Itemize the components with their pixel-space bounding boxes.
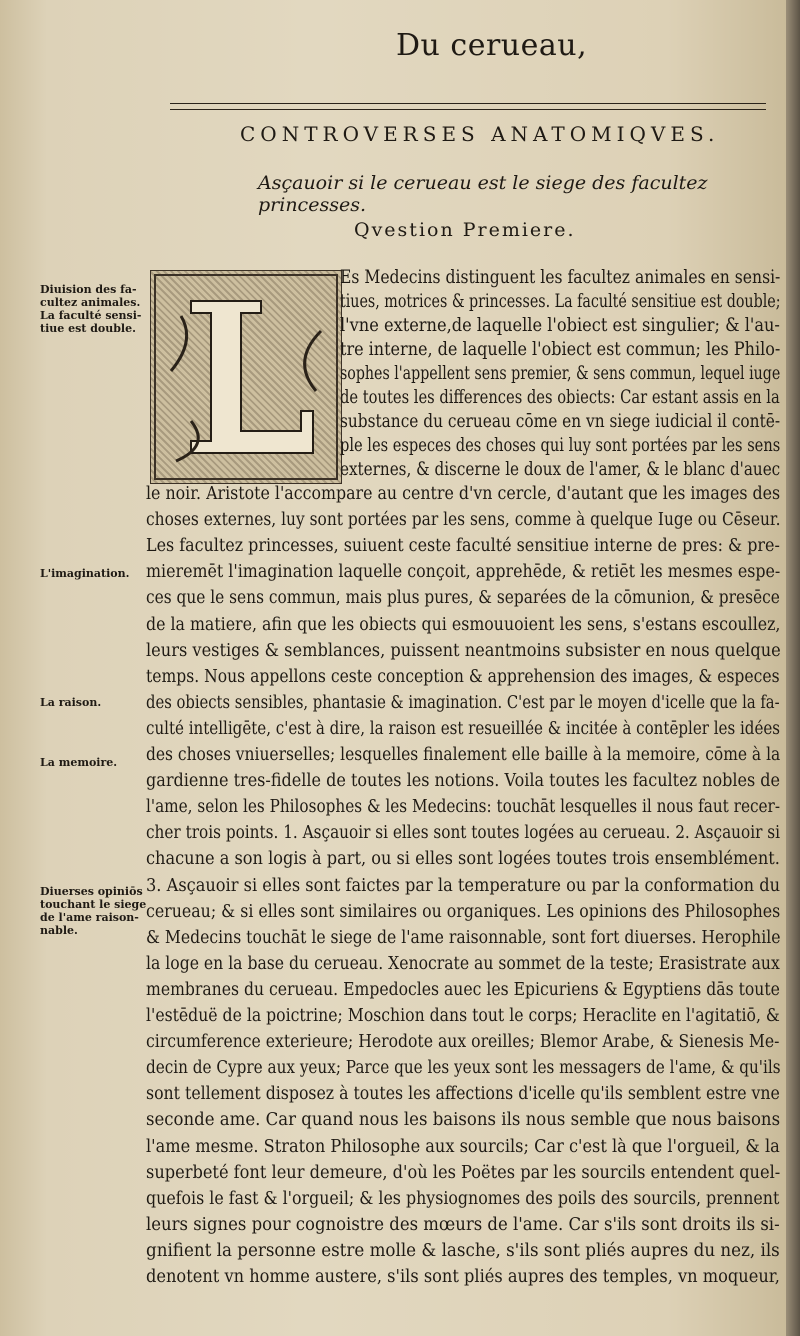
body-line: gardienne tres-fidelle de toutes les notions. Voila toutes les facultez nobles de — [146, 771, 781, 792]
body-line: circumference exterieure; Herodote aux oreilles; Blemor Arabe, & Sienesis Me- — [146, 1032, 780, 1053]
book-spine-edge — [786, 0, 800, 1336]
body-line: tre interne, de laquelle l'obiect est commun; les Philo- — [340, 339, 781, 360]
margin-note: La memoire. — [40, 756, 118, 769]
body-line: le noir. Aristote l'accompare au centre d'vn cercle, d'autant que les images des — [146, 484, 781, 504]
body-line: ple les especes des choses qui luy sont portées par les sens — [340, 435, 781, 456]
body-line: ces que le sens commun, mais plus pures, & separées de la cōmunion, & presēce — [146, 588, 780, 609]
body-line: culté intelligēte, c'est à dire, la raison est resueillée & incitée à contēpler les idées — [146, 718, 781, 739]
body-line: & Medecins touchāt le siege de l'ame raisonnable, sont fort diuerses. Herophile — [146, 927, 781, 948]
margin-note: Diuision des fa- cultez animales. La faculté sensi- tiue est double. — [40, 283, 142, 335]
body-line: l'ame, selon les Philosophes & les Medecins: touchāt lesquelles il nous faut recer- — [146, 797, 781, 818]
header-rule-thin — [170, 109, 766, 110]
margin-note: La raison. — [40, 696, 102, 709]
section-title: CONTROVERSES ANATOMIQVES. — [240, 122, 720, 146]
drop-cap-letter-l-icon — [151, 271, 341, 483]
body-line: membranes du cerueau. Empedocles auec les Epicuriens & Egyptiens dās toute — [146, 979, 780, 1000]
body-line: externes, & discerne le doux de l'amer, & le blanc d'auec — [340, 459, 781, 480]
body-line: seconde ame. Car quand nous les baisons ils nous semble que nous baisons — [146, 1110, 781, 1131]
body-line: l'vne externe,de laquelle l'obiect est singulier; & l'au- — [340, 315, 780, 336]
body-line: l'ame mesme. Straton Philosophe aux sourcils; Car c'est là que l'orgueil, & la — [146, 1136, 780, 1157]
body-line: Es Medecins distinguent les facultez animales en sensi- — [340, 267, 781, 288]
body-line: chacune a son logis à part, ou si elles sont logées toutes trois ensemblément. — [146, 849, 780, 870]
body-line: sont tellement disposez à toutes les affections d'icelle qu'ils semblent estre vne — [146, 1084, 780, 1105]
body-line: Les facultez princesses, suiuent ceste faculté sensitiue interne de pres: & pre- — [146, 536, 780, 557]
margin-note: Diuerses opiniōs touchant le siege de l'ame raison- nable. — [40, 885, 147, 937]
body-line: l'estēduë de la poictrine; Moschion dans tout le corps; Heraclite en l'agitatiō, & — [146, 1006, 780, 1026]
running-head: Du cerueau, — [396, 28, 588, 63]
body-line: 3. Asçauoir si elles sont faictes par la temperature ou par la conformation du — [146, 875, 781, 896]
body-line: gnifient la personne estre molle & lasche, s'ils sont pliés aupres du nez, ils — [146, 1240, 780, 1261]
body-line: de toutes les differences des obiects: Car estant assis en la — [340, 387, 780, 408]
body-line: substance du cerueau cōme en vn siege iudicial il contē- — [340, 411, 781, 432]
subtitle: Asçauoir si le cerueau est le siege des facultez princesses. — [258, 172, 708, 216]
body-line: des choses vniuerselles; lesquelles finalement elle baille à la memoire, cōme à la — [146, 745, 781, 765]
body-line: mieremēt l'imagination laquelle conçoit, apprehēde, & retiēt les mesmes espe- — [146, 562, 781, 583]
body-line: leurs signes pour cognoistre des mœurs de l'ame. Car s'ils sont droits ils si- — [146, 1214, 780, 1235]
body-line: quefois le fast & l'orgueil; & les physiognomes des poils des sourcils, prennent — [146, 1188, 780, 1209]
body-line: sophes l'appellent sens premier, & sens commun, lequel iuge — [340, 363, 781, 384]
header-rule — [170, 103, 766, 104]
body-line: tiues, motrices & princesses. La faculté sensitiue est double; — [340, 291, 781, 312]
body-line: decin de Cypre aux yeux; Parce que les yeux sont les messagers de l'ame, & qu'ils — [146, 1058, 781, 1079]
body-line: cher trois points. 1. Asçauoir si elles sont toutes logées au cerueau. 2. Asçauoir si — [146, 823, 781, 844]
body-line: superbeté font leur demeure, d'où les Poëtes par les sourcils entendent quel- — [146, 1162, 781, 1183]
body-line: cerueau; & si elles sont similaires ou organiques. Les opinions des Philosophes — [146, 901, 781, 922]
body-line: de la matiere, afin que les obiects qui esmouuoient les sens, s'estans escoullez, — [146, 614, 781, 635]
margin-note: L'imagination. — [40, 567, 130, 580]
body-line: leurs vestiges & semblances, puissent neantmoins subsister en nous quelque — [146, 640, 781, 661]
question-title: Qvestion Premiere. — [354, 219, 576, 241]
body-line: la loge en la base du cerueau. Xenocrate au sommet de la teste; Erasistrate aux — [146, 953, 780, 974]
body-line: des obiects sensibles, phantasie & imagination. C'est par le moyen d'icelle que la fa- — [146, 692, 780, 713]
ornamental-drop-cap — [150, 270, 342, 484]
body-line: choses externes, luy sont portées par les sens, comme à quelque Iuge ou Cēseur. — [146, 510, 781, 531]
body-line: temps. Nous appellons ceste conception & apprehension des images, & especes — [146, 666, 780, 687]
body-line: denotent vn homme austere, s'ils sont pliés aupres des temples, vn moqueur, — [146, 1267, 780, 1287]
